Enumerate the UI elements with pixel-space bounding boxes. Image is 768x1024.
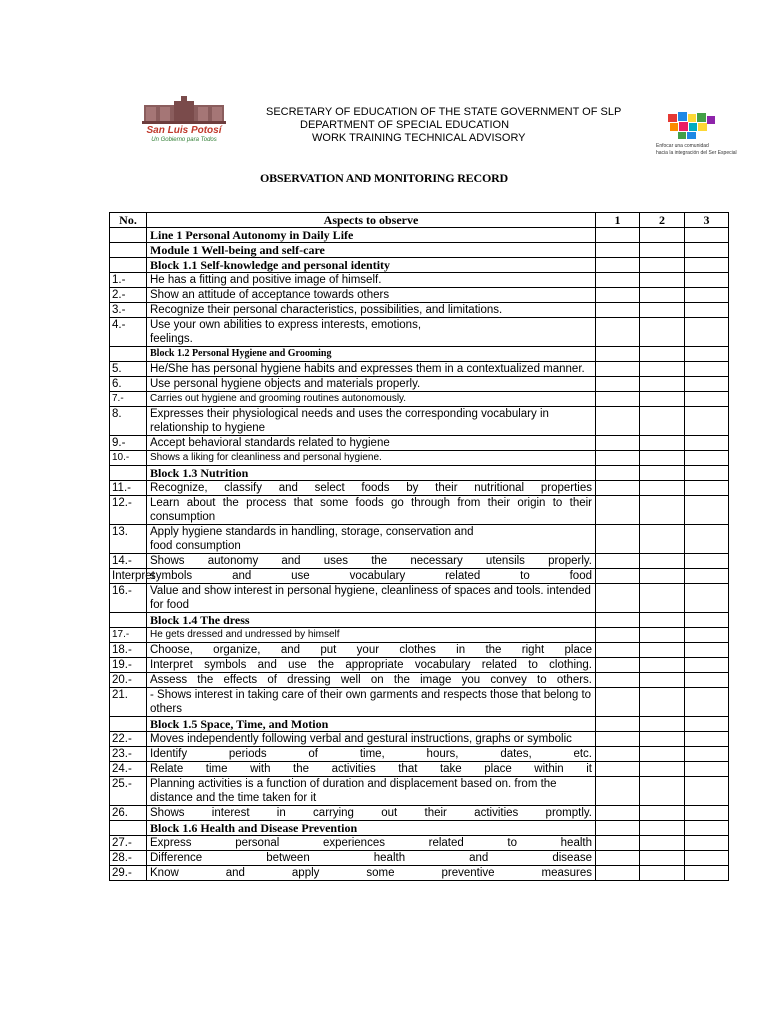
aspect-text: He/She has personal hygiene habits and expresses them in a contextualized manner. [147,362,596,377]
item-number: 21. [110,688,147,717]
score-cell-1[interactable] [596,392,640,407]
aspect-text: Difference between health and disease [147,851,596,866]
aspect-text: He has a fitting and positive image of himself. [147,273,596,288]
score-cell-2[interactable] [640,613,685,628]
aspect-text: Recognize, classify and select foods by their nutritional properties [147,481,596,496]
score-cell-3[interactable] [685,673,729,688]
score-cell-1[interactable] [596,584,640,613]
score-cell-1[interactable] [596,569,640,584]
score-cell-3[interactable] [685,243,729,258]
svg-text:Un Gobierno para Todos: Un Gobierno para Todos [151,137,217,143]
table-row [110,688,729,717]
item-number: 5. [110,362,147,377]
score-cell-2[interactable] [640,496,685,525]
item-number: 13. [110,525,147,554]
san-luis-potosi-logo [138,95,230,143]
score-cell-3[interactable] [685,525,729,554]
score-cell-1[interactable] [596,288,640,303]
score-cell-2[interactable] [640,258,685,273]
score-cell-3[interactable] [685,228,729,243]
score-cell-2[interactable] [640,243,685,258]
observation-table [109,212,729,881]
score-cell-2[interactable] [640,347,685,362]
item-number [110,466,147,481]
score-cell-3[interactable] [685,688,729,717]
item-number: Interpret [110,569,147,584]
score-cell-2[interactable] [640,643,685,658]
table-body [110,228,729,881]
table-row [110,362,729,377]
header-line-2: DEPARTMENT OF SPECIAL EDUCATION [300,119,510,131]
table-row [110,377,729,392]
score-cell-2[interactable] [640,569,685,584]
aspect-text: Know and apply some preventive measures [147,866,596,881]
table-row [110,303,729,318]
item-number: 27.- [110,836,147,851]
aspect-text: Value and show interest in personal hygiene, cleanliness of spaces and tools. intended for food [147,584,596,613]
col-1-header: 1 [596,213,640,228]
score-cell-2[interactable] [640,554,685,569]
item-number [110,228,147,243]
score-cell-1[interactable] [596,407,640,436]
item-number: 14.- [110,554,147,569]
item-number: 23.- [110,747,147,762]
score-cell-1[interactable] [596,362,640,377]
item-number: 25.- [110,777,147,806]
item-number: 24.- [110,762,147,777]
aspect-text: Shows autonomy and uses the necessary utensils properly. [147,554,596,569]
table-row [110,392,729,407]
aspect-text: Expresses their physiological needs and uses the corresponding vocabulary in relationship to hygiene [147,407,596,436]
aspect-text: He gets dressed and undressed by himself [147,628,596,643]
score-cell-3[interactable] [685,717,729,732]
score-cell-2[interactable] [640,762,685,777]
aspect-text: Recognize their personal characteristics, possibilities, and limitations. [147,303,596,318]
table-row [110,777,729,806]
score-cell-3[interactable] [685,436,729,451]
score-cell-1[interactable] [596,658,640,673]
aspect-text: Interpret symbols and use the appropriate vocabulary related to clothing. [147,658,596,673]
col-aspects-header: Aspects to observe [147,213,596,228]
score-cell-2[interactable] [640,481,685,496]
item-number: 18.- [110,643,147,658]
score-cell-1[interactable] [596,525,640,554]
aspect-text: Shows interest in carrying out their activities promptly. [147,806,596,821]
table-row [110,569,729,584]
table-row [110,643,729,658]
item-number: 28.- [110,851,147,866]
svg-text:San Luis Potosí: San Luis Potosí [146,125,222,136]
section-row [110,228,729,243]
score-cell-1[interactable] [596,747,640,762]
score-cell-2[interactable] [640,303,685,318]
score-cell-1[interactable] [596,258,640,273]
score-cell-1[interactable] [596,243,640,258]
score-cell-2[interactable] [640,658,685,673]
item-number: 10.- [110,451,147,466]
item-number [110,347,147,362]
item-number: 9.- [110,436,147,451]
score-cell-2[interactable] [640,717,685,732]
score-cell-1[interactable] [596,436,640,451]
score-cell-1[interactable] [596,836,640,851]
score-cell-1[interactable] [596,628,640,643]
item-number: 4.- [110,318,147,347]
section-heading: Block 1.3 Nutrition [147,466,596,481]
aspect-text: Express personal experiences related to health [147,836,596,851]
table-row [110,658,729,673]
aspect-text: Identify periods of time, hours, dates, etc. [147,747,596,762]
score-cell-2[interactable] [640,688,685,717]
score-cell-3[interactable] [685,392,729,407]
table-row [110,732,729,747]
score-cell-1[interactable] [596,273,640,288]
table-row [110,481,729,496]
aspect-text: Use personal hygiene objects and materials properly. [147,377,596,392]
score-cell-3[interactable] [685,777,729,806]
score-cell-1[interactable] [596,643,640,658]
score-cell-3[interactable] [685,762,729,777]
section-heading: Block 1.4 The dress [147,613,596,628]
aspect-text: Moves independently following verbal and gestural instructions, graphs or symbolic [147,732,596,747]
table-row [110,866,729,881]
section-row [110,258,729,273]
puzzle-logo [654,110,740,160]
score-cell-3[interactable] [685,362,729,377]
score-cell-1[interactable] [596,851,640,866]
aspect-text: Apply hygiene standards in handling, storage, conservation and food consumption [147,525,596,554]
score-cell-2[interactable] [640,628,685,643]
item-number: 22.- [110,732,147,747]
score-cell-1[interactable] [596,554,640,569]
score-cell-1[interactable] [596,347,640,362]
score-cell-1[interactable] [596,688,640,717]
section-row [110,613,729,628]
aspect-text: Shows a liking for cleanliness and personal hygiene. [147,451,596,466]
table-row [110,554,729,569]
score-cell-2[interactable] [640,584,685,613]
aspect-text: Accept behavioral standards related to hygiene [147,436,596,451]
header-line-3: WORK TRAINING TECHNICAL ADVISORY [312,132,526,144]
aspect-text: symbols and use vocabulary related to food [147,569,596,584]
item-number: 12.- [110,496,147,525]
score-cell-1[interactable] [596,821,640,836]
table-row [110,836,729,851]
score-cell-3[interactable] [685,481,729,496]
score-cell-3[interactable] [685,554,729,569]
score-cell-3[interactable] [685,613,729,628]
score-cell-1[interactable] [596,228,640,243]
section-row [110,717,729,732]
score-cell-3[interactable] [685,273,729,288]
score-cell-2[interactable] [640,673,685,688]
score-cell-2[interactable] [640,777,685,806]
table-row [110,273,729,288]
item-number: 19.- [110,658,147,673]
score-cell-1[interactable] [596,806,640,821]
item-number: 20.- [110,673,147,688]
score-cell-3[interactable] [685,347,729,362]
section-row [110,347,729,362]
table-row [110,496,729,525]
table-row [110,628,729,643]
table-header-row [110,213,729,228]
section-row [110,821,729,836]
score-cell-3[interactable] [685,821,729,836]
aspect-text: Planning activities is a function of duration and displacement based on. from the distance and the time taken for it [147,777,596,806]
score-cell-3[interactable] [685,258,729,273]
table-row [110,436,729,451]
score-cell-2[interactable] [640,407,685,436]
item-number: 29.- [110,866,147,881]
score-cell-2[interactable] [640,866,685,881]
score-cell-1[interactable] [596,496,640,525]
score-cell-2[interactable] [640,525,685,554]
col-3-header: 3 [685,213,729,228]
table-row [110,318,729,347]
score-cell-1[interactable] [596,613,640,628]
header-line-1: SECRETARY OF EDUCATION OF THE STATE GOVERNMENT OF SLP [266,106,622,118]
score-cell-3[interactable] [685,643,729,658]
score-cell-3[interactable] [685,628,729,643]
item-number [110,243,147,258]
section-heading: Block 1.2 Personal Hygiene and Grooming [147,347,596,362]
score-cell-2[interactable] [640,228,685,243]
score-cell-1[interactable] [596,318,640,347]
score-cell-1[interactable] [596,673,640,688]
score-cell-2[interactable] [640,392,685,407]
score-cell-3[interactable] [685,747,729,762]
table-row [110,851,729,866]
score-cell-3[interactable] [685,806,729,821]
score-cell-2[interactable] [640,466,685,481]
table-row [110,762,729,777]
section-heading: Line 1 Personal Autonomy in Daily Life [147,228,596,243]
score-cell-2[interactable] [640,288,685,303]
score-cell-1[interactable] [596,451,640,466]
score-cell-1[interactable] [596,732,640,747]
item-number: 26. [110,806,147,821]
aspect-text: Choose, organize, and put your clothes in the right place [147,643,596,658]
score-cell-3[interactable] [685,466,729,481]
score-cell-3[interactable] [685,377,729,392]
score-cell-3[interactable] [685,851,729,866]
item-number: 17.- [110,628,147,643]
score-cell-1[interactable] [596,377,640,392]
score-cell-3[interactable] [685,584,729,613]
score-cell-1[interactable] [596,466,640,481]
aspect-text: Relate time with the activities that take place within it [147,762,596,777]
item-number [110,717,147,732]
score-cell-3[interactable] [685,303,729,318]
score-cell-3[interactable] [685,318,729,347]
score-cell-2[interactable] [640,821,685,836]
score-cell-3[interactable] [685,451,729,466]
score-cell-2[interactable] [640,806,685,821]
score-cell-1[interactable] [596,777,640,806]
table-row [110,747,729,762]
section-heading: Block 1.1 Self-knowledge and personal identity [147,258,596,273]
score-cell-1[interactable] [596,866,640,881]
item-number [110,613,147,628]
col-2-header: 2 [640,213,685,228]
score-cell-1[interactable] [596,717,640,732]
item-number [110,258,147,273]
score-cell-3[interactable] [685,407,729,436]
aspect-text: Use your own abilities to express interests, emotions, feelings. [147,318,596,347]
item-number: 2.- [110,288,147,303]
score-cell-2[interactable] [640,836,685,851]
score-cell-3[interactable] [685,866,729,881]
section-heading: Module 1 Well-being and self-care [147,243,596,258]
score-cell-3[interactable] [685,732,729,747]
score-cell-3[interactable] [685,496,729,525]
score-cell-2[interactable] [640,362,685,377]
item-number: 6. [110,377,147,392]
svg-text:Enfocar una comunidad: Enfocar una comunidad [656,143,709,149]
score-cell-2[interactable] [640,747,685,762]
section-heading: Block 1.5 Space, Time, and Motion [147,717,596,732]
aspect-text: Assess the effects of dressing well on the image you convey to others. [147,673,596,688]
section-row [110,466,729,481]
score-cell-2[interactable] [640,451,685,466]
col-no-header: No. [110,213,147,228]
score-cell-2[interactable] [640,318,685,347]
item-number [110,821,147,836]
table-row [110,451,729,466]
aspect-text: - Shows interest in taking care of their own garments and respects those that belong to others [147,688,596,717]
table-row [110,525,729,554]
svg-text:hacia la integración del Ser E: hacia la integración del Ser Especial [656,150,737,156]
aspect-text: Learn about the process that some foods go through from their origin to their consumption [147,496,596,525]
score-cell-2[interactable] [640,436,685,451]
item-number: 1.- [110,273,147,288]
item-number: 16.- [110,584,147,613]
score-cell-2[interactable] [640,732,685,747]
score-cell-2[interactable] [640,273,685,288]
page-title: OBSERVATION AND MONITORING RECORD [259,171,509,185]
score-cell-1[interactable] [596,481,640,496]
item-number: 3.- [110,303,147,318]
item-number: 11.- [110,481,147,496]
score-cell-3[interactable] [685,569,729,584]
score-cell-1[interactable] [596,303,640,318]
aspect-text: Carries out hygiene and grooming routines autonomously. [147,392,596,407]
score-cell-3[interactable] [685,288,729,303]
section-heading: Block 1.6 Health and Disease Prevention [147,821,596,836]
table-row [110,407,729,436]
table-row [110,288,729,303]
table-row [110,673,729,688]
item-number: 8. [110,407,147,436]
item-number: 7.- [110,392,147,407]
score-cell-2[interactable] [640,377,685,392]
aspect-text: Show an attitude of acceptance towards others [147,288,596,303]
score-cell-3[interactable] [685,836,729,851]
section-row [110,243,729,258]
table-row [110,584,729,613]
table-row [110,806,729,821]
score-cell-2[interactable] [640,851,685,866]
score-cell-3[interactable] [685,658,729,673]
score-cell-1[interactable] [596,762,640,777]
